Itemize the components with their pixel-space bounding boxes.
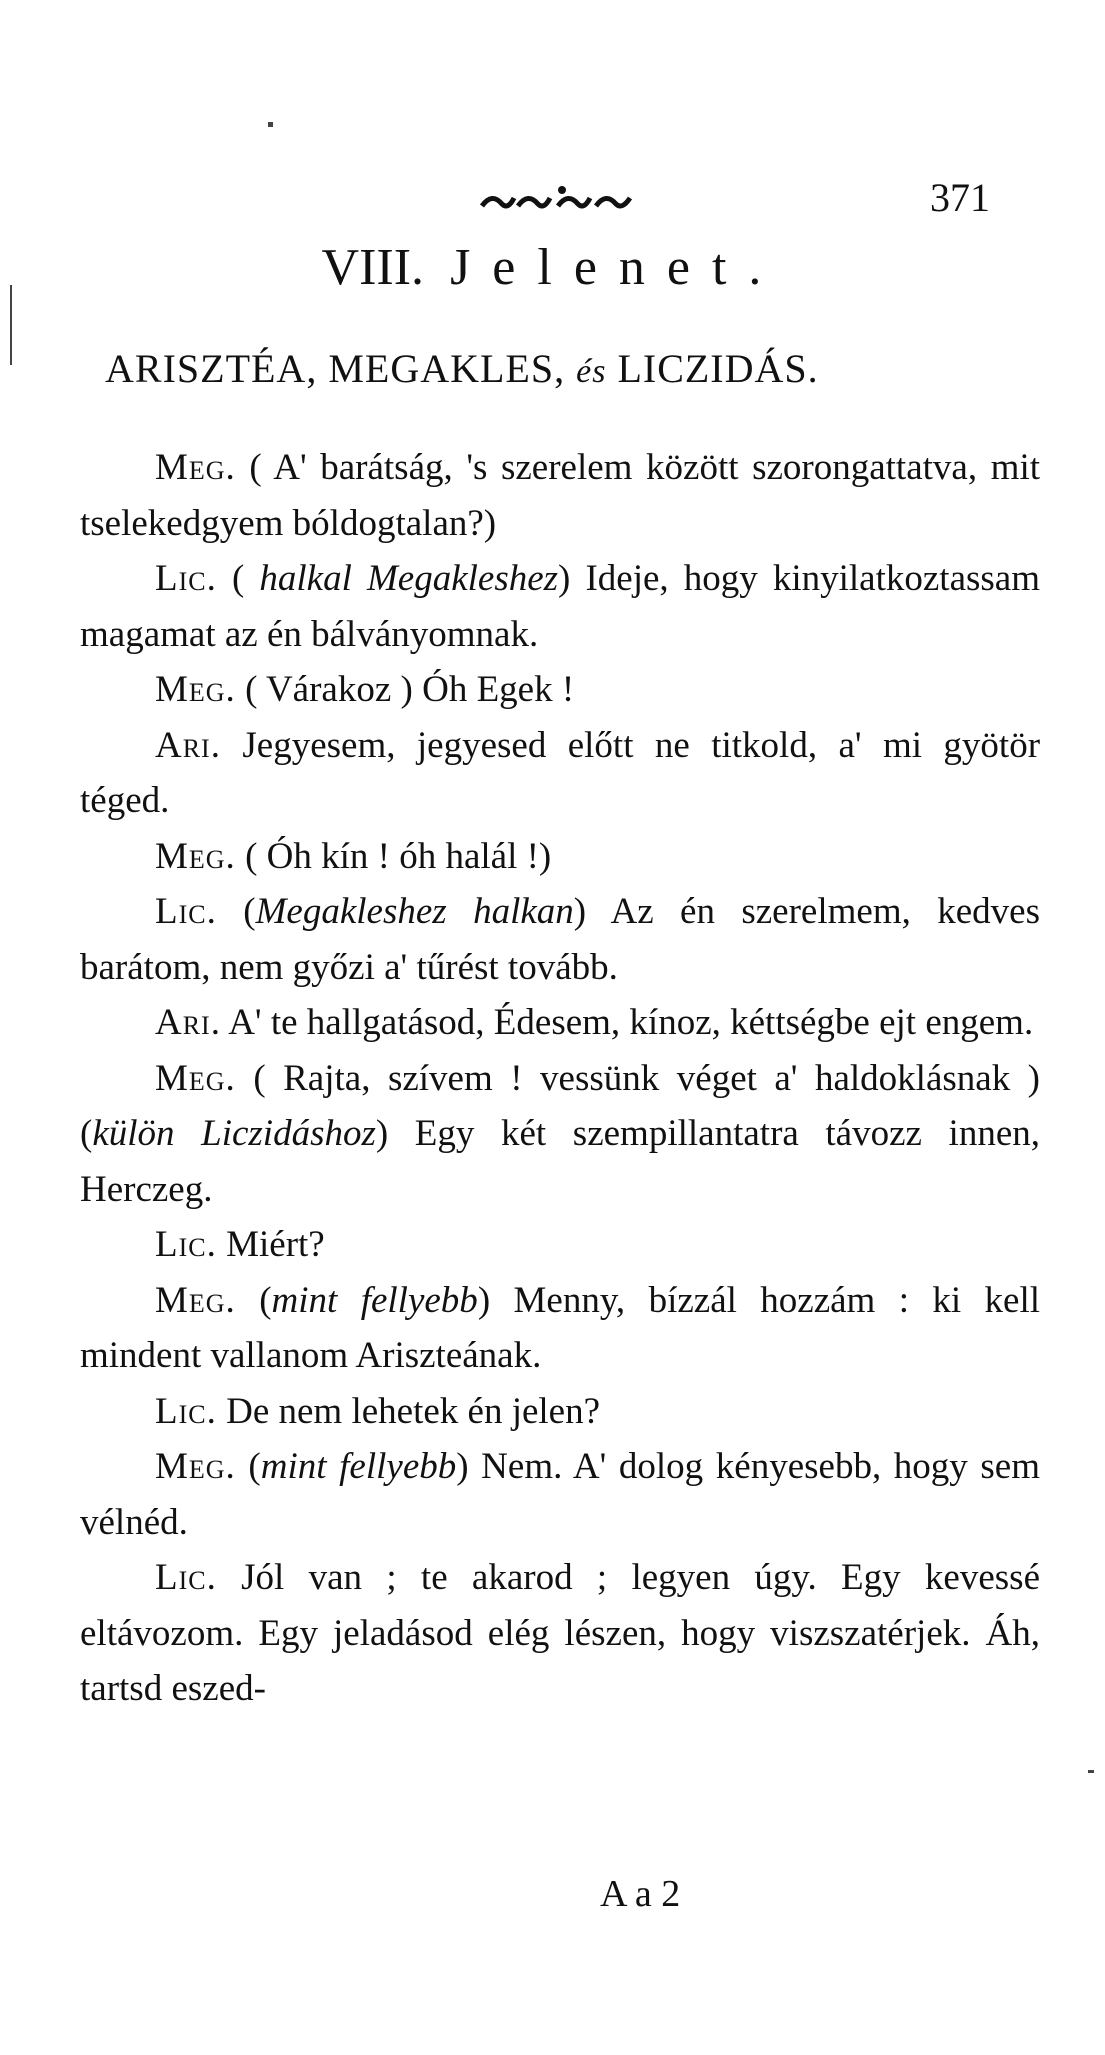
dialogue-paragraph [80, 1384, 1040, 1440]
dialogue-text: Miért? [226, 1224, 325, 1265]
dialogue-text: ) Nem. A' dolog kényesebb, hogy sem vélnéd. [80, 1446, 1041, 1543]
dialogue-paragraph [80, 829, 1040, 885]
stage-direction: mint fellyebb [260, 1446, 457, 1487]
speaker: Meg. [155, 669, 236, 710]
cast-list [105, 345, 1035, 392]
speck [1088, 1770, 1094, 1773]
page-number: 371 [930, 175, 990, 220]
scene-number: VIII. [321, 239, 425, 296]
speaker: Meg. [155, 1279, 236, 1321]
dialogue-paragraph [80, 1439, 1040, 1550]
cast-liczidas: LICZIDÁS. [617, 346, 819, 391]
paren-open: ( [243, 891, 256, 932]
speaker: Meg. [155, 1446, 236, 1487]
dialogue-text: A' te hallgatásod, Édesem, kínoz, kéttségbe ejt engem. [228, 1002, 1034, 1043]
speaker: Lic. [155, 891, 217, 932]
cast-aristea: ARISZTÉA, [105, 346, 318, 391]
speaker: Meg. [155, 835, 236, 877]
dialogue-text: ) Egy két szempillantatra távozz innen, Herczeg. [80, 1113, 1040, 1210]
dialogue-text: ( A' barátság, 's szerelem között szorongattatva, mit tselekedgyem bóldogtalan?) [80, 447, 1041, 544]
paren-open: ( [248, 1446, 261, 1487]
speaker: Meg. [155, 1057, 236, 1099]
stage-direction: Megakleshez halkan [255, 891, 574, 932]
margin-line [10, 285, 12, 365]
speaker: Lic. [155, 1557, 217, 1598]
speck [268, 122, 273, 127]
speaker: Meg. [155, 447, 236, 488]
paren-open: ( [259, 1279, 272, 1321]
dialogue-paragraph [80, 1550, 1040, 1717]
dialogue-paragraph [80, 551, 1040, 662]
dialogue-paragraph [80, 1051, 1040, 1218]
dialogue-paragraph [80, 884, 1040, 995]
dialogue-text: ( Óh kín ! óh halál !) [245, 835, 552, 877]
cast-conjunction: és [576, 353, 607, 390]
speaker: Lic. [155, 558, 217, 599]
dialogue-text: De nem lehetek én jelen? [226, 1390, 601, 1432]
dialogue-text: Jegyesem, jegyesed előtt ne titkold, a' mi gyötör téged. [80, 724, 1041, 821]
signature-mark: A a 2 [600, 1873, 681, 1915]
speaker: Ari. [155, 724, 221, 766]
dialogue-text: ( Várakoz ) Óh Egek ! [245, 669, 575, 710]
dialogue-paragraph [80, 1217, 1040, 1273]
speaker: Ari. [155, 1002, 221, 1043]
cast-megakles: MEGAKLES, [328, 346, 566, 391]
dialogue-text: Jól van ; te akarod ; legyen úgy. Egy kevessé eltávozom. Egy jeladásod elég lészen, hogy viszszatérjek. Áh, tartsd eszed- [80, 1557, 1040, 1709]
dialogue-paragraph [80, 718, 1040, 829]
dialogue-paragraph [80, 662, 1040, 718]
page-header [0, 168, 1105, 228]
dialogue-text: ) Az én szerelmem, kedves barátom, nem győzi a' tűrést tovább. [80, 891, 1040, 988]
speaker: Lic. [155, 1390, 217, 1432]
scene-title: Jelenet. [450, 239, 784, 296]
dialogue-paragraph [80, 995, 1040, 1051]
dialogue-text: ) Menny, bízzál hozzám : ki kell mindent vallanom Ariszteának. [80, 1279, 1041, 1376]
paren-open: ( [231, 558, 260, 599]
speaker: Lic. [155, 1224, 217, 1265]
stage-direction: külön Liczidáshoz [92, 1113, 376, 1154]
dialogue-body [80, 440, 1040, 1717]
dialogue-text: ( Rajta, szívem ! vessünk véget a' haldoklásnak ) ( [80, 1057, 1041, 1154]
dialogue-paragraph [80, 1273, 1040, 1384]
stage-direction: mint fellyebb [271, 1279, 478, 1321]
dialogue-paragraph [80, 440, 1040, 551]
dialogue-text: ) Ideje, hogy kinyilatkoztassam magamat az én bálványomnak. [80, 558, 1041, 655]
scene-heading [0, 238, 1105, 297]
stage-direction: halkal Megakleshez [259, 558, 559, 599]
ornament-icon [478, 178, 638, 218]
